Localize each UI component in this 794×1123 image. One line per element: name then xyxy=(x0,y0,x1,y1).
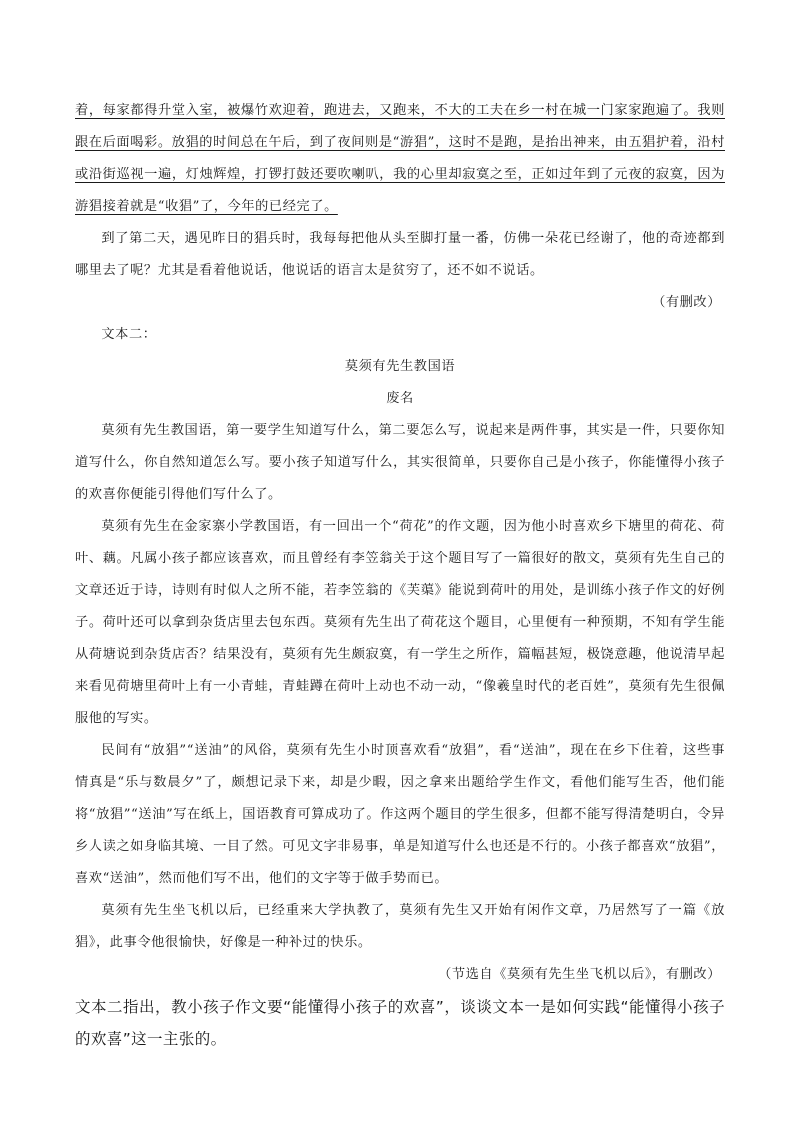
question-prompt: 文本二指出，教小孩子作文要“能懂得小孩子的欢喜”，谈谈文本一是如何实践“能懂得小孩子的欢喜”这一主张的。 xyxy=(75,998,725,1048)
text2-paragraph-4: 莫须有先生坐飞机以后，已经重来大学执教了，莫须有先生又开始有闲作文章，乃居然写了一篇《放猖》，此事令他很愉快，好像是一种补过的快乐。 xyxy=(75,903,725,950)
text2-label: 文本二： xyxy=(101,327,157,342)
text2-title: 莫须有先生教国语 xyxy=(344,359,456,374)
text2-paragraph-2: 莫须有先生在金家寨小学教国语，有一回出一个“荷花”的作文题，因为他小时喜欢乡下塘里的荷花、荷叶、藕。凡属小孩子都应该喜欢，而且曾经有李笠翁关于这个题目写了一篇很好的散文，莫须有先生自己的文章还近于诗，诗则有时似人之所不能，若李笠翁的《芙蕖》能说到荷叶的用处，是训练小孩子作文的好例子。荷叶还可以拿到杂货店里去包东西。莫须有先生出了荷花这个题目，心里便有一种预期，不知有学生能从荷塘说到杂货店否？结果没有，莫须有先生颇寂寞，有一学生之所作，篇幅甚短，极饶意趣，他说清早起来看见荷塘里荷叶上有一小青蛙，青蛙蹲在荷叶上动也不动一动，“像羲皇时代的老百姓”，莫须有先生很佩服他的写实。 xyxy=(75,519,725,726)
text1-source-note: （有删改） xyxy=(652,295,721,310)
text2-paragraph-1: 莫须有先生教国语，第一要学生知道写什么，第二要怎么写，说起来是两件事，其实是一件，只要你知道写什么，你自然知道怎么写。要小孩子知道写什么，其实很简单，只要你自己是小孩子，你能懂得小孩子的欢喜你便能引得他们写什么了。 xyxy=(75,423,725,502)
text1-paragraph-2: 到了第二天，遇见昨日的猖兵时，我每每把他从头至脚打量一番，仿佛一朵花已经谢了，他的奇迹都到哪里去了呢？尤其是看着他说话，他说话的语言太是贫穷了，还不如不说话。 xyxy=(75,231,725,278)
text1-paragraph-1: 着，每家都得升堂入室，被爆竹欢迎着，跑进去，又跑来，不大的工夫在乡一村在城一门家家跑遍了。我则跟在后面喝彩。放猖的时间总在午后，到了夜间则是“游猖”，这时不是跑，是抬出神来，由五猖护着，沿村或沿街巡视一遍，灯烛辉煌，打锣打鼓还要吹喇叭，我的心里却寂寞之至，正如过年到了元夜的寂寞，因为游猖接着就是“收猖”了，今年的已经完了。 xyxy=(75,103,725,214)
text2-author: 废名 xyxy=(386,391,414,406)
text2-source-note: （节选自《莫须有先生坐飞机以后》，有删改） xyxy=(438,967,721,982)
text2-paragraph-3: 民间有“放猖”“送油”的风俗，莫须有先生小时顶喜欢看“放猖”，看“送油”，现在在乡下住着，这些事情真是“乐与数晨夕”了，颇想记录下来，却是少暇，因之拿来出题给学生作文，看他们能写生否，他们能将“放猖”“送油”写在纸上，国语教育可算成功了。作这两个题目的学生很多，但都不能写得清楚明白，令异乡人读之如身临其境、一目了然。可见文字非易事，单是知道写什么也还是不行的。小孩子都喜欢“放猖”，喜欢“送油”，然而他们写不出，他们的文字等于做手势而已。 xyxy=(75,743,725,886)
document-body xyxy=(75,95,725,1055)
